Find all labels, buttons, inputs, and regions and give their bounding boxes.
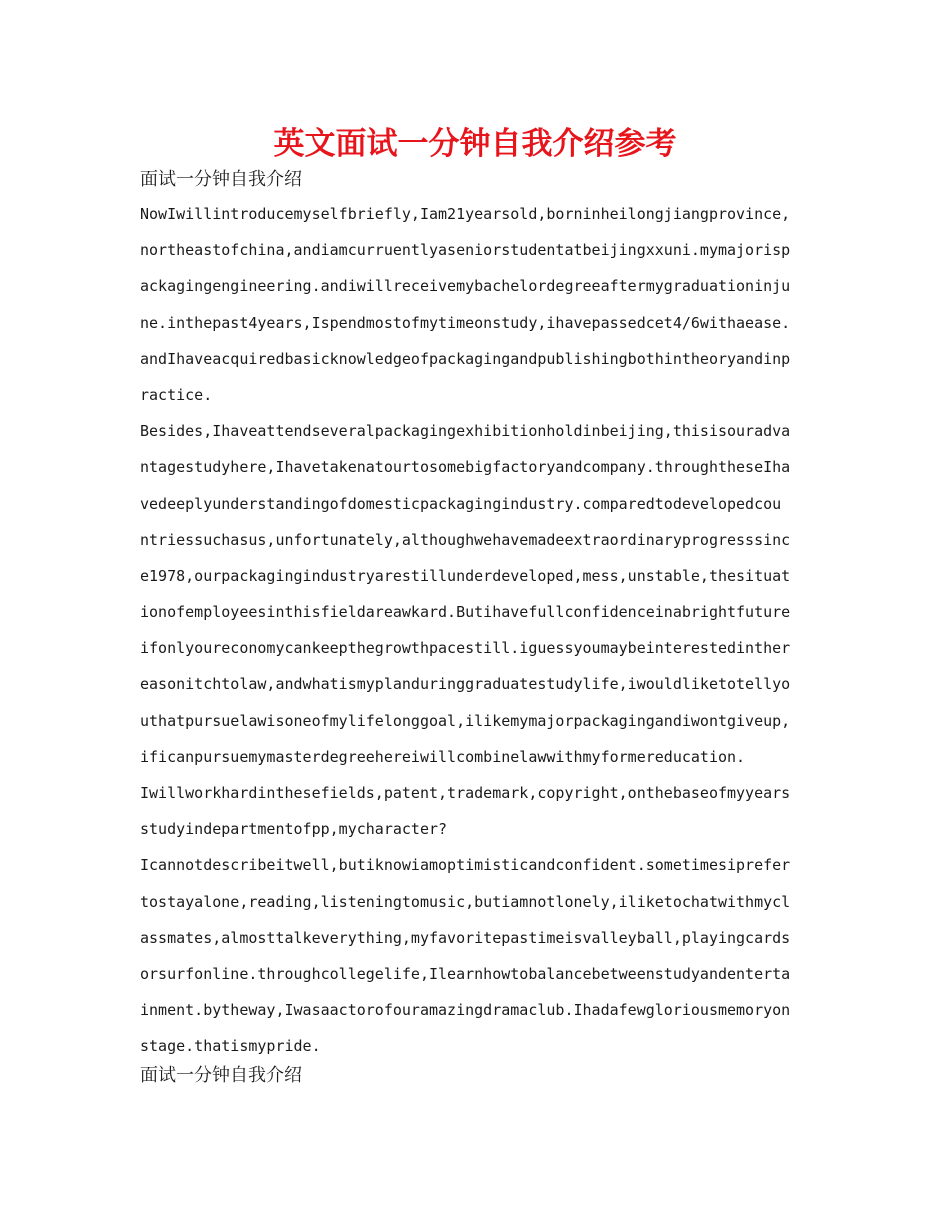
- text-line: ificanpursuemymasterdegreehereiwillcombinelawwithmyformereducation.: [140, 747, 746, 766]
- section-heading: 面试一分钟自我介绍: [140, 169, 302, 190]
- text-line: inment.bytheway,Iwasaactorofouramazingdramaclub.Ihadafewgloriousmemoryon: [140, 1001, 791, 1020]
- text-line: ackagingengineering.andiwillreceivemybachelordegreeaftermygraduationinju: [140, 277, 791, 296]
- text-line: ionofemployeesinthisfieldareawkard.Butihavefullconfidenceinabrightfuture: [140, 603, 791, 622]
- document-title: 英文面试一分钟自我介绍参考: [273, 126, 677, 162]
- text-line: ractice.: [140, 385, 213, 404]
- section-heading: 面试一分钟自我介绍: [140, 1065, 302, 1086]
- text-line: easonitchtolaw,andwhatismyplanduringgraduatestudylife,iwouldliketotellyo: [140, 675, 791, 694]
- text-line: andIhaveacquiredbasicknowledgeofpackagingandpublishingbothintheoryandinp: [140, 349, 791, 368]
- text-line: vedeeplyunderstandingofdomesticpackagingindustry.comparedtodevelopedcou: [140, 494, 782, 513]
- text-line: ntriessuchasus,unfortunately,althoughwehavemadeextraordinaryprogresssinc: [140, 530, 791, 549]
- text-line: uthatpursuelawisoneofmylifelonggoal,ilikemymajorpackagingandiwontgiveup,: [140, 711, 791, 730]
- text-line: orsurfonline.throughcollegelife,Ilearnhowtobalancebetweenstudyandenterta: [140, 964, 791, 983]
- text-line: ne.inthepast4years,Ispendmostofmytimeonstudy,ihavepassedcet4/6withaease.: [140, 313, 791, 332]
- text-line: e1978,ourpackagingindustryarestillunderdeveloped,mess,unstable,thesituat: [140, 566, 791, 585]
- text-line: assmates,almosttalkeverything,myfavoritepastimeisvalleyball,playingcards: [140, 928, 791, 947]
- text-line: tostayalone,reading,listeningtomusic,butiamnotlonely,iliketochatwithmycl: [140, 892, 791, 911]
- text-line: ntagestudyhere,Ihavetakenatourtosomebigfactoryandcompany.throughtheseIha: [140, 458, 791, 477]
- text-line: stage.thatismypride.: [140, 1037, 321, 1056]
- text-line: studyindepartmentofpp,mycharacter?: [140, 820, 448, 839]
- body-text: [140, 196, 820, 1065]
- text-line: Icannotdescribeitwell,butiknowiamoptimisticandconfident.sometimesiprefer: [140, 856, 791, 875]
- text-line: northeastofchina,andiamcurruentlyaseniorstudentatbeijingxxuni.mymajorisp: [140, 241, 791, 260]
- text-line: NowIwillintroducemyselfbriefly,Iam21yearsold,borninheilongjiangprovince,: [140, 205, 791, 223]
- text-line: Iwillworkhardinthesefields,patent,trademark,copyright,onthebaseofmyyears: [140, 784, 791, 802]
- text-line: ifonlyoureconomycankeepthegrowthpacestill.iguessyoumaybeinterestedinther: [140, 639, 791, 658]
- text-line: Besides,Ihaveattendseveralpackagingexhibitionholdinbeijing,thisisouradva: [140, 422, 791, 441]
